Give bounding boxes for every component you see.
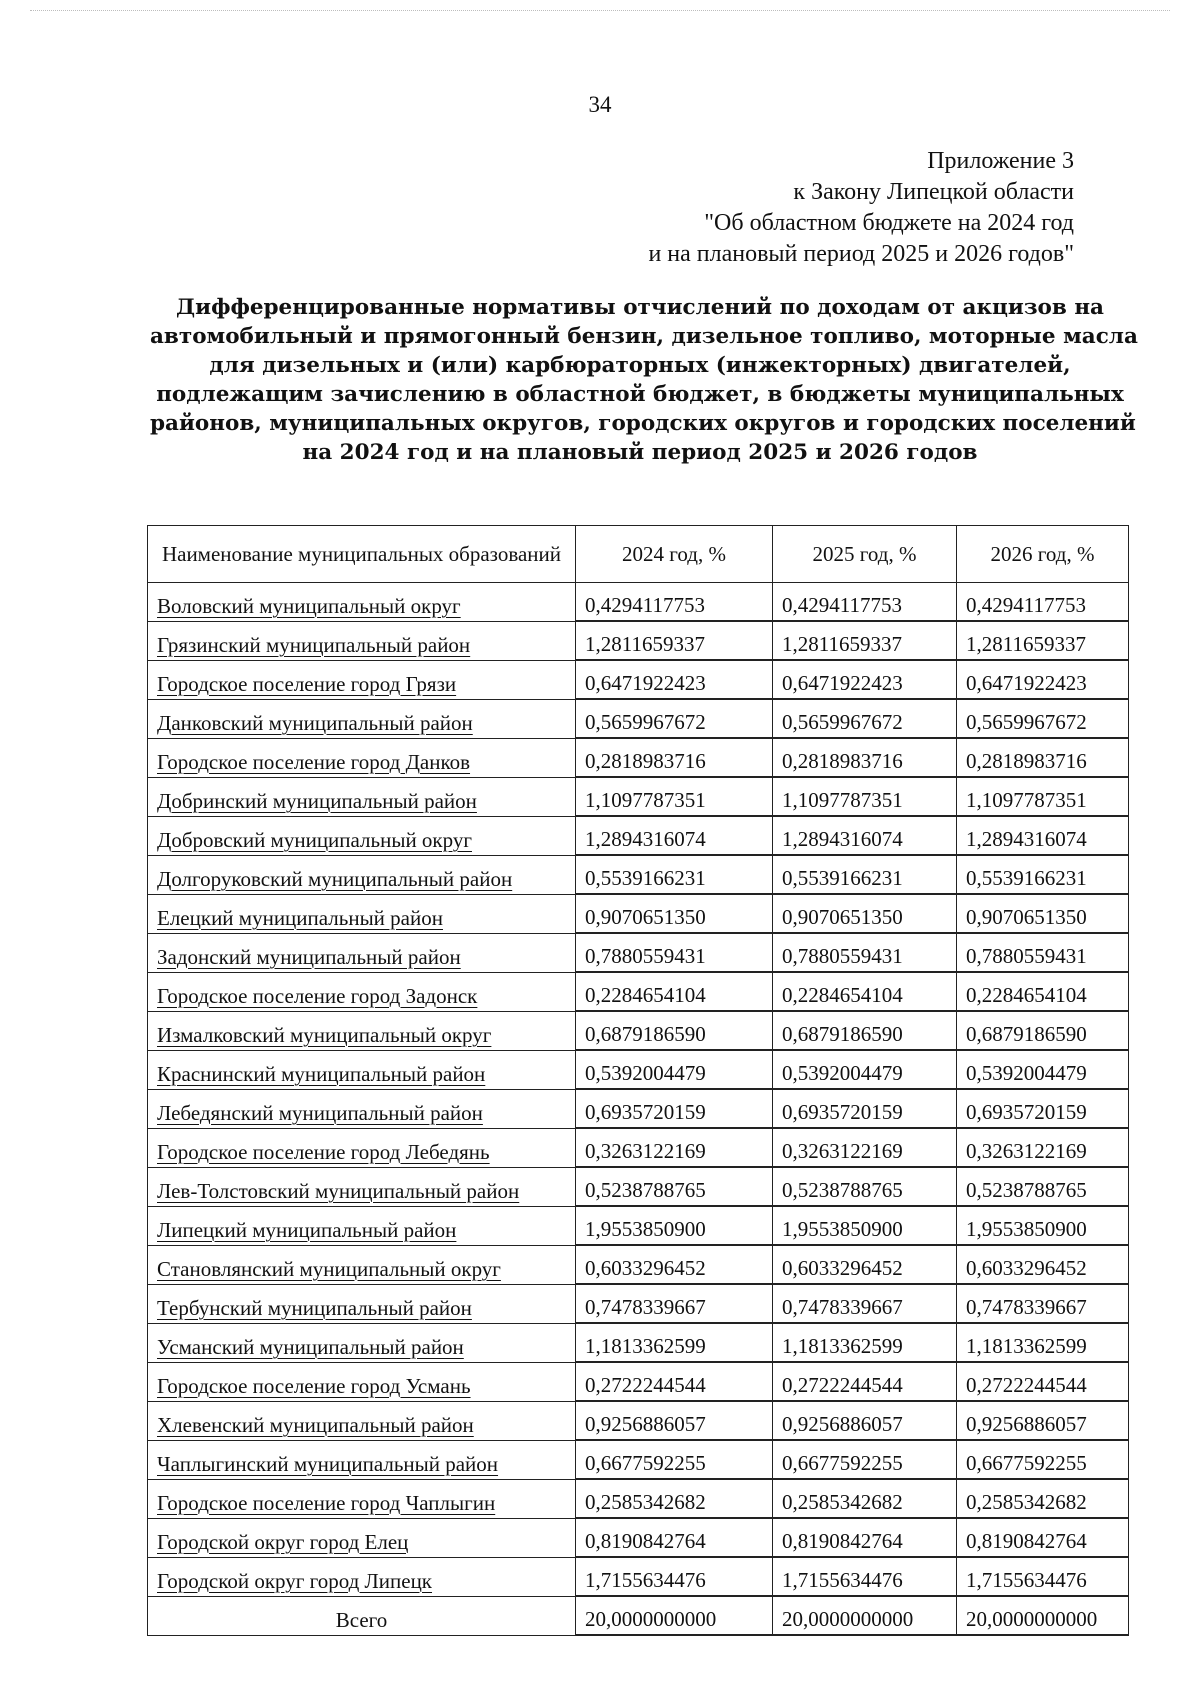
value-2024: 0,2722244544 bbox=[576, 1362, 773, 1401]
value-2025: 1,1813362599 bbox=[773, 1323, 957, 1362]
value-2025: 0,2585342682 bbox=[773, 1479, 957, 1518]
municipality-name: Городское поселение город Грязи bbox=[148, 660, 576, 699]
municipality-name: Воловский муниципальный округ bbox=[148, 583, 576, 622]
value-2025: 1,7155634476 bbox=[773, 1557, 957, 1596]
municipality-name: Усманский муниципальный район bbox=[148, 1323, 576, 1362]
municipality-name: Долгоруковский муниципальный район bbox=[148, 855, 576, 894]
municipality-name: Лебедянский муниципальный район bbox=[148, 1089, 576, 1128]
table-row bbox=[148, 1206, 1129, 1245]
title-line: для дизельных и (или) карбюраторных (инжекторных) двигателей, bbox=[209, 353, 1071, 378]
municipality-name: Данковский муниципальный район bbox=[148, 699, 576, 738]
value-2025: 1,1097787351 bbox=[773, 777, 957, 816]
value-2026: 0,2722244544 bbox=[957, 1362, 1129, 1401]
municipality-name: Чаплыгинский муниципальный район bbox=[148, 1440, 576, 1479]
header-2025: 2025 год, % bbox=[773, 526, 957, 583]
table-row bbox=[148, 583, 1129, 622]
table-row bbox=[148, 1245, 1129, 1284]
table-row bbox=[148, 1479, 1129, 1518]
value-2025: 0,9070651350 bbox=[773, 894, 957, 933]
value-2026: 0,4294117753 bbox=[957, 583, 1129, 622]
table-row bbox=[148, 621, 1129, 660]
title-line: на 2024 год и на плановый период 2025 и 2026 годов bbox=[302, 440, 978, 465]
value-2024: 0,4294117753 bbox=[576, 583, 773, 622]
value-2024: 1,7155634476 bbox=[576, 1557, 773, 1596]
value-2025: 1,2811659337 bbox=[773, 621, 957, 660]
value-2026: 1,1097787351 bbox=[957, 777, 1129, 816]
value-2026: 0,3263122169 bbox=[957, 1128, 1129, 1167]
value-2026: 0,5539166231 bbox=[957, 855, 1129, 894]
table-row bbox=[148, 1050, 1129, 1089]
value-2026: 0,9070651350 bbox=[957, 894, 1129, 933]
value-2025: 0,8190842764 bbox=[773, 1518, 957, 1557]
table-row bbox=[148, 738, 1129, 777]
value-2026: 0,6471922423 bbox=[957, 660, 1129, 699]
municipality-name: Елецкий муниципальный район bbox=[148, 894, 576, 933]
municipality-name: Тербунский муниципальный район bbox=[148, 1284, 576, 1323]
title-line: районов, муниципальных округов, городских округов и городских поселений bbox=[150, 411, 1136, 436]
value-2025: 0,2284654104 bbox=[773, 972, 957, 1011]
value-2025: 0,6935720159 bbox=[773, 1089, 957, 1128]
municipality-name: Измалковский муниципальный округ bbox=[148, 1011, 576, 1050]
municipality-name: Лев-Толстовский муниципальный район bbox=[148, 1167, 576, 1206]
table-row bbox=[148, 1167, 1129, 1206]
value-2026: 0,7478339667 bbox=[957, 1284, 1129, 1323]
appendix-line: к Закону Липецкой области bbox=[793, 179, 1074, 205]
value-2026: 0,2585342682 bbox=[957, 1479, 1129, 1518]
value-2024: 0,7478339667 bbox=[576, 1284, 773, 1323]
total-2025: 20,0000000000 bbox=[773, 1596, 957, 1635]
municipality-name: Городское поселение город Лебедянь bbox=[148, 1128, 576, 1167]
value-2025: 1,9553850900 bbox=[773, 1206, 957, 1245]
table-row bbox=[148, 1128, 1129, 1167]
appendix-line: и на плановый период 2025 и 2026 годов" bbox=[648, 241, 1074, 267]
value-2025: 0,6033296452 bbox=[773, 1245, 957, 1284]
value-2025: 0,4294117753 bbox=[773, 583, 957, 622]
value-2025: 0,6471922423 bbox=[773, 660, 957, 699]
table-row bbox=[148, 1518, 1129, 1557]
table-body bbox=[148, 583, 1129, 1636]
value-2026: 0,2284654104 bbox=[957, 972, 1129, 1011]
value-2024: 1,2811659337 bbox=[576, 621, 773, 660]
table-row bbox=[148, 699, 1129, 738]
value-2026: 0,6033296452 bbox=[957, 1245, 1129, 1284]
municipality-name: Добровский муниципальный округ bbox=[148, 816, 576, 855]
value-2026: 0,5659967672 bbox=[957, 699, 1129, 738]
municipality-name: Задонский муниципальный район bbox=[148, 933, 576, 972]
municipality-name: Городской округ город Елец bbox=[148, 1518, 576, 1557]
value-2026: 0,5238788765 bbox=[957, 1167, 1129, 1206]
municipality-name: Хлевенский муниципальный район bbox=[148, 1401, 576, 1440]
table-row bbox=[148, 1557, 1129, 1596]
table-row bbox=[148, 1011, 1129, 1050]
value-2024: 1,1097787351 bbox=[576, 777, 773, 816]
value-2024: 0,9256886057 bbox=[576, 1401, 773, 1440]
value-2025: 0,2818983716 bbox=[773, 738, 957, 777]
table-row bbox=[148, 660, 1129, 699]
value-2026: 1,9553850900 bbox=[957, 1206, 1129, 1245]
value-2025: 0,5539166231 bbox=[773, 855, 957, 894]
appendix-line: "Об областном бюджете на 2024 год bbox=[704, 210, 1074, 236]
value-2026: 1,7155634476 bbox=[957, 1557, 1129, 1596]
norms-table bbox=[147, 525, 1129, 1636]
value-2026: 0,9256886057 bbox=[957, 1401, 1129, 1440]
value-2026: 1,2811659337 bbox=[957, 621, 1129, 660]
value-2026: 0,2818983716 bbox=[957, 738, 1129, 777]
municipality-name: Становлянский муниципальный округ bbox=[148, 1245, 576, 1284]
table-row bbox=[148, 1284, 1129, 1323]
total-2026: 20,0000000000 bbox=[957, 1596, 1129, 1635]
value-2024: 0,6677592255 bbox=[576, 1440, 773, 1479]
value-2024: 1,2894316074 bbox=[576, 816, 773, 855]
value-2025: 0,5659967672 bbox=[773, 699, 957, 738]
value-2024: 0,9070651350 bbox=[576, 894, 773, 933]
value-2024: 0,3263122169 bbox=[576, 1128, 773, 1167]
value-2025: 0,2722244544 bbox=[773, 1362, 957, 1401]
value-2026: 0,5392004479 bbox=[957, 1050, 1129, 1089]
value-2025: 1,2894316074 bbox=[773, 816, 957, 855]
header-2026: 2026 год, % bbox=[957, 526, 1129, 583]
table-row bbox=[148, 1440, 1129, 1479]
value-2024: 0,6471922423 bbox=[576, 660, 773, 699]
table-header-row bbox=[148, 526, 1129, 583]
value-2025: 0,5238788765 bbox=[773, 1167, 957, 1206]
value-2025: 0,6879186590 bbox=[773, 1011, 957, 1050]
table-row bbox=[148, 1323, 1129, 1362]
table-row bbox=[148, 1089, 1129, 1128]
table-row bbox=[148, 1362, 1129, 1401]
value-2024: 0,2284654104 bbox=[576, 972, 773, 1011]
value-2025: 0,5392004479 bbox=[773, 1050, 957, 1089]
value-2025: 0,9256886057 bbox=[773, 1401, 957, 1440]
value-2026: 0,8190842764 bbox=[957, 1518, 1129, 1557]
total-2024: 20,0000000000 bbox=[576, 1596, 773, 1635]
value-2024: 0,5392004479 bbox=[576, 1050, 773, 1089]
value-2026: 0,7880559431 bbox=[957, 933, 1129, 972]
page-number: 34 bbox=[588, 92, 612, 117]
value-2025: 0,3263122169 bbox=[773, 1128, 957, 1167]
total-label: Всего bbox=[148, 1596, 576, 1635]
title-line: автомобильный и прямогонный бензин, дизельное топливо, моторные масла bbox=[150, 324, 1138, 349]
document-title bbox=[150, 293, 1138, 467]
table-row bbox=[148, 1401, 1129, 1440]
value-2024: 0,6033296452 bbox=[576, 1245, 773, 1284]
municipality-name: Краснинский муниципальный район bbox=[148, 1050, 576, 1089]
value-2024: 0,5539166231 bbox=[576, 855, 773, 894]
scan-edge-line bbox=[30, 10, 1170, 11]
value-2025: 0,6677592255 bbox=[773, 1440, 957, 1479]
title-line: Дифференцированные нормативы отчислений по доходам от акцизов на bbox=[176, 295, 1104, 320]
value-2024: 0,6935720159 bbox=[576, 1089, 773, 1128]
value-2024: 0,2585342682 bbox=[576, 1479, 773, 1518]
value-2026: 0,6677592255 bbox=[957, 1440, 1129, 1479]
header-municipality: Наименование муниципальных образований bbox=[148, 526, 576, 583]
municipality-name: Городское поселение город Усмань bbox=[148, 1362, 576, 1401]
municipality-name: Городской округ город Липецк bbox=[148, 1557, 576, 1596]
appendix-reference bbox=[648, 146, 1074, 270]
table-row bbox=[148, 855, 1129, 894]
value-2025: 0,7880559431 bbox=[773, 933, 957, 972]
table-row bbox=[148, 777, 1129, 816]
value-2026: 1,2894316074 bbox=[957, 816, 1129, 855]
municipality-name: Грязинский муниципальный район bbox=[148, 621, 576, 660]
value-2024: 0,7880559431 bbox=[576, 933, 773, 972]
table-row bbox=[148, 972, 1129, 1011]
value-2024: 0,2818983716 bbox=[576, 738, 773, 777]
value-2024: 1,1813362599 bbox=[576, 1323, 773, 1362]
table-row bbox=[148, 933, 1129, 972]
title-line: подлежащим зачислению в областной бюджет, в бюджеты муниципальных bbox=[156, 382, 1124, 407]
header-2024: 2024 год, % bbox=[576, 526, 773, 583]
municipality-name: Добринский муниципальный район bbox=[148, 777, 576, 816]
value-2024: 0,5238788765 bbox=[576, 1167, 773, 1206]
value-2026: 0,6935720159 bbox=[957, 1089, 1129, 1128]
municipality-name: Городское поселение город Задонск bbox=[148, 972, 576, 1011]
appendix-line: Приложение 3 bbox=[927, 148, 1074, 174]
value-2026: 1,1813362599 bbox=[957, 1323, 1129, 1362]
table-row bbox=[148, 816, 1129, 855]
municipality-name: Городское поселение город Чаплыгин bbox=[148, 1479, 576, 1518]
value-2026: 0,6879186590 bbox=[957, 1011, 1129, 1050]
value-2024: 0,5659967672 bbox=[576, 699, 773, 738]
table-row bbox=[148, 894, 1129, 933]
value-2025: 0,7478339667 bbox=[773, 1284, 957, 1323]
municipality-name: Липецкий муниципальный район bbox=[148, 1206, 576, 1245]
value-2024: 0,6879186590 bbox=[576, 1011, 773, 1050]
total-row bbox=[148, 1596, 1129, 1635]
municipality-name: Городское поселение город Данков bbox=[148, 738, 576, 777]
value-2024: 0,8190842764 bbox=[576, 1518, 773, 1557]
value-2024: 1,9553850900 bbox=[576, 1206, 773, 1245]
